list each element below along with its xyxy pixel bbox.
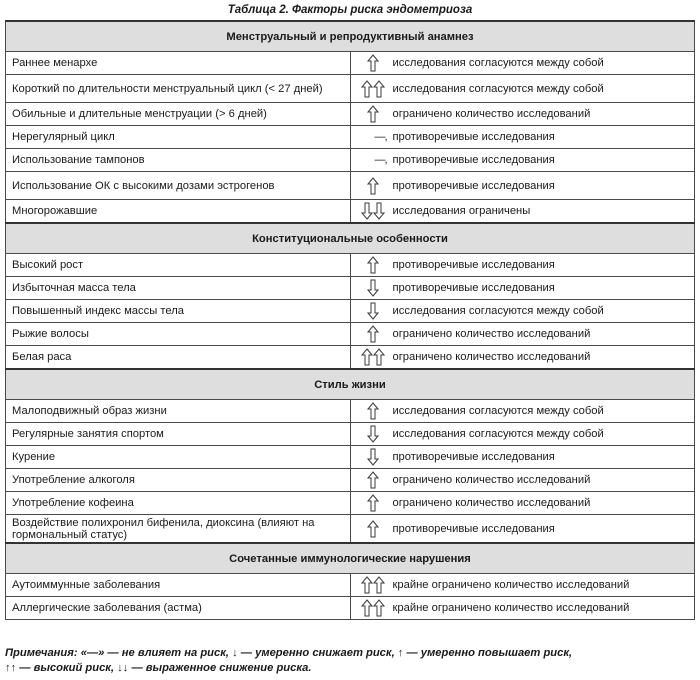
evidence-text: ограничено количество исследований — [392, 474, 591, 486]
evidence-text: исследования согласуются между собой — [392, 57, 604, 69]
effect-cell — [350, 323, 695, 346]
effect-cell — [350, 574, 695, 597]
double-arrow-down-icon — [357, 202, 389, 220]
evidence-text: исследования ограничены — [392, 205, 531, 217]
evidence-text: исследования согласуются между собой — [392, 428, 604, 440]
evidence-text: противоречивые исследования — [392, 179, 555, 192]
arrow-down-icon — [357, 425, 389, 443]
arrow-up-icon — [357, 471, 389, 489]
risk-factor-cell: Курение — [6, 446, 351, 469]
risk-factor-cell: Рыжие волосы — [6, 323, 351, 346]
table-note — [5, 646, 695, 676]
effect-cell — [350, 149, 695, 172]
effect-cell — [350, 277, 695, 300]
risk-factor-cell: Высокий рост — [6, 254, 351, 277]
table-row — [6, 75, 695, 103]
effect-cell — [350, 515, 695, 544]
double-arrow-up-icon — [357, 348, 389, 366]
risk-factor-cell: Обильные и длительные менструации (> 6 дней) — [6, 103, 351, 126]
section-header-row — [6, 369, 695, 400]
risk-factor-cell: Избыточная масса тела — [6, 277, 351, 300]
effect-cell — [350, 446, 695, 469]
arrow-up-icon — [357, 177, 389, 195]
effect-cell — [350, 103, 695, 126]
double-arrow-up-icon — [357, 80, 389, 98]
arrow-up-icon — [357, 402, 389, 420]
table-row — [6, 574, 695, 597]
table-row — [6, 423, 695, 446]
risk-factor-cell: Воздействие полихронил бифенила, диоксина (влияют на гормональный статус) — [6, 515, 351, 544]
evidence-text: ограничено количество исследований — [392, 351, 591, 363]
double-arrow-up-icon — [357, 599, 389, 617]
table-row — [6, 254, 695, 277]
section-heading: Стиль жизни — [6, 369, 695, 400]
section-heading: Сочетанные иммунологические нарушения — [6, 543, 695, 574]
risk-factor-cell: Употребление алкоголя — [6, 469, 351, 492]
effect-cell — [350, 172, 695, 200]
evidence-text: исследования согласуются между собой — [392, 305, 604, 317]
evidence-text: противоречивые исследования — [392, 522, 555, 535]
effect-cell — [350, 126, 695, 149]
risk-factor-cell: Короткий по длительности менструальный цикл (< 27 дней) — [6, 75, 351, 103]
risk-factor-cell: Использование тампонов — [6, 149, 351, 172]
table-row — [6, 515, 695, 544]
effect-cell — [350, 52, 695, 75]
evidence-text: противоречивые исследования — [392, 282, 555, 294]
table-row — [6, 200, 695, 224]
section-header-row — [6, 223, 695, 254]
evidence-text: исследования согласуются между собой — [392, 405, 604, 417]
effect-cell — [350, 469, 695, 492]
evidence-text: крайне ограничено количество исследований — [392, 602, 630, 614]
table-row — [6, 346, 695, 370]
evidence-text: противоречивые исследования — [392, 154, 555, 166]
arrow-down-icon — [357, 302, 389, 320]
evidence-text: противоречивые исследования — [392, 259, 555, 271]
evidence-text: противоречивые исследования — [392, 131, 555, 143]
arrow-up-icon — [357, 494, 389, 512]
section-heading: Конституциональные особенности — [6, 223, 695, 254]
effect-cell — [350, 200, 695, 224]
effect-cell — [350, 400, 695, 423]
arrow-up-icon — [357, 325, 389, 343]
risk-factor-cell: Многорожавшие — [6, 200, 351, 224]
table-row — [6, 52, 695, 75]
evidence-text: противоречивые исследования — [392, 451, 555, 463]
arrow-up-icon — [357, 54, 389, 72]
section-heading: Менструальный и репродуктивный анамнез — [6, 21, 695, 52]
table-row — [6, 277, 695, 300]
note-line-1: Примечания: «—» — не влияет на риск, ↓ — умеренно снижает риск, ↑ — умеренно повышает риск, — [5, 647, 573, 659]
arrow-down-icon — [357, 448, 389, 466]
effect-cell — [350, 75, 695, 103]
evidence-text: исследования согласуются между собой — [392, 82, 604, 95]
arrow-up-icon — [357, 105, 389, 123]
risk-factor-cell: Нерегулярный цикл — [6, 126, 351, 149]
effect-cell — [350, 254, 695, 277]
evidence-text: ограничено количество исследований — [392, 108, 591, 120]
risk-factor-cell: Малоподвижный образ жизни — [6, 400, 351, 423]
risk-factor-cell: Раннее менархе — [6, 52, 351, 75]
risk-factors-table — [5, 20, 695, 620]
table-row — [6, 597, 695, 620]
effect-cell — [350, 423, 695, 446]
risk-factor-cell: Использование ОК с высокими дозами эстрогенов — [6, 172, 351, 200]
table-row — [6, 469, 695, 492]
effect-cell — [350, 346, 695, 370]
effect-cell — [350, 597, 695, 620]
double-arrow-up-icon — [357, 576, 389, 594]
risk-factor-cell: Регулярные занятия спортом — [6, 423, 351, 446]
no-effect-dash: —, — [374, 154, 387, 166]
table-row — [6, 126, 695, 149]
risk-factor-cell: Употребление кофеина — [6, 492, 351, 515]
effect-cell — [350, 492, 695, 515]
evidence-text: ограничено количество исследований — [392, 497, 591, 509]
risk-factor-cell: Аллергические заболевания (астма) — [6, 597, 351, 620]
table-row — [6, 300, 695, 323]
table-row — [6, 172, 695, 200]
arrow-up-icon — [357, 256, 389, 274]
risk-factor-cell: Повышенный индекс массы тела — [6, 300, 351, 323]
arrow-up-icon — [357, 520, 389, 538]
table-title: Таблица 2. Факторы риска эндометриоза — [227, 4, 473, 16]
table-row — [6, 323, 695, 346]
table-row — [6, 149, 695, 172]
table-row — [6, 103, 695, 126]
evidence-text: ограничено количество исследований — [392, 328, 591, 340]
section-header-row — [6, 21, 695, 52]
table-row — [6, 446, 695, 469]
table-row — [6, 400, 695, 423]
no-effect-dash: —, — [374, 131, 387, 143]
arrow-down-icon — [357, 279, 389, 297]
table-row — [6, 492, 695, 515]
risk-factor-cell: Аутоиммунные заболевания — [6, 574, 351, 597]
effect-cell — [350, 300, 695, 323]
section-header-row — [6, 543, 695, 574]
risk-factor-cell: Белая раса — [6, 346, 351, 370]
note-line-2: ↑↑ — высокий риск, ↓↓ — выраженное снижение риска. — [5, 662, 312, 674]
evidence-text: крайне ограничено количество исследований — [392, 579, 630, 591]
